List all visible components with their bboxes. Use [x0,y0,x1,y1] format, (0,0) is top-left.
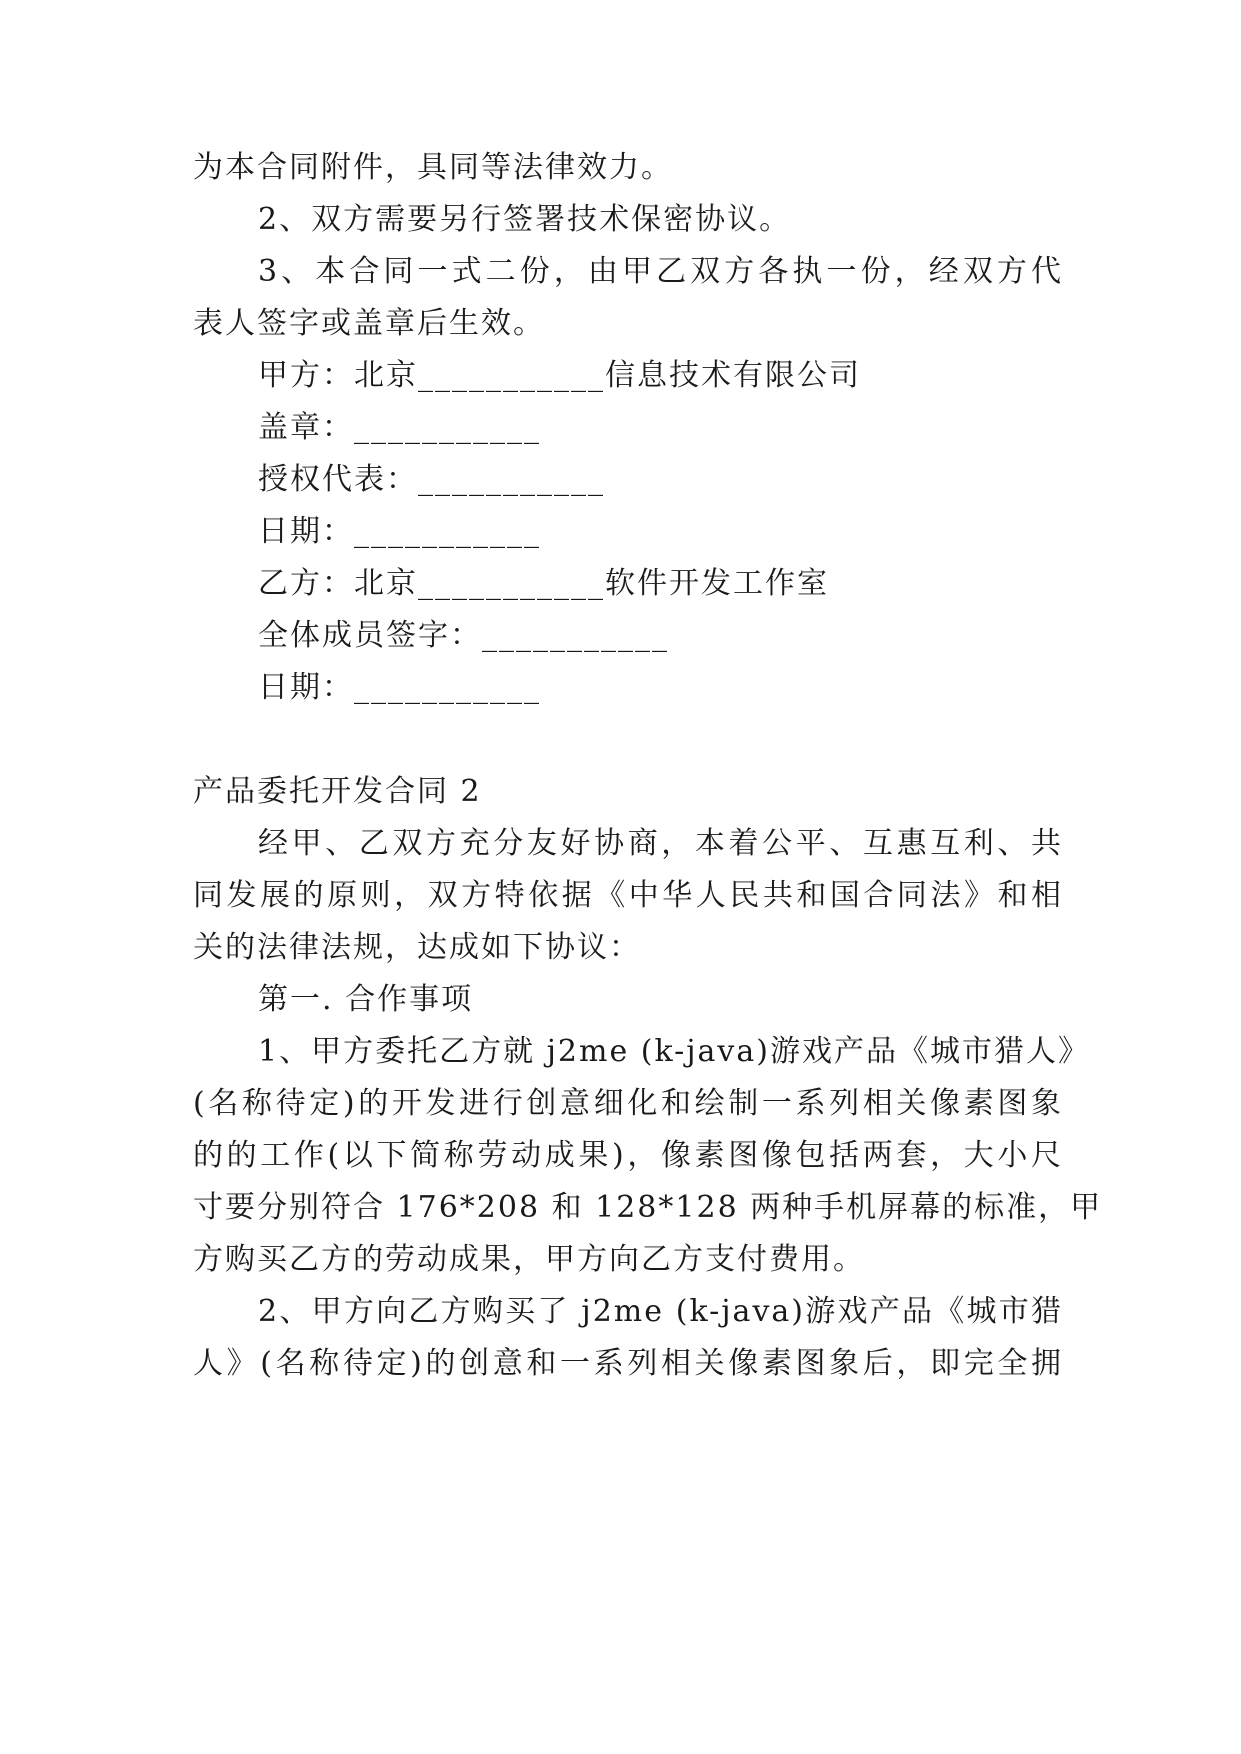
paragraph-line: 经甲、乙双方充分友好协商，本着公平、互惠互利、共 [258,826,1063,861]
paragraph-line: 1、甲方委托乙方就 j2me (k-java)游戏产品《城市猎人》 [258,1034,1090,1069]
paragraph-line: 的的工作(以下简称劳动成果)，像素图像包括两套，大小尺 [193,1138,1063,1173]
paragraph-line: 关的法律法规，达成如下协议： [193,930,641,965]
paragraph-line: 3、本合同一式二份，由甲乙双方各执一份，经双方代 [258,254,1063,289]
signature-line: 授权代表：___________ [258,462,605,497]
signature-line: 乙方：北京___________软件开发工作室 [258,566,829,601]
paragraph-line: 方购买乙方的劳动成果，甲方向乙方支付费用。 [193,1242,865,1277]
clause-heading: 第一. 合作事项 [258,982,474,1017]
paragraph-line: 表人签字或盖章后生效。 [193,306,545,341]
paragraph-line: 2、双方需要另行签署技术保密协议。 [258,202,792,237]
paragraph-line: 同发展的原则，双方特依据《中华人民共和国合同法》和相 [193,878,1063,913]
paragraph-line: 寸要分别符合 176*208 和 128*128 两种手机屏幕的标准，甲 [193,1190,1103,1225]
section-title: 产品委托开发合同 2 [193,774,482,809]
signature-line: 日期：___________ [258,670,541,705]
paragraph-line: 2、甲方向乙方购买了 j2me (k-java)游戏产品《城市猎 [258,1294,1063,1329]
signature-line: 日期：___________ [258,514,541,549]
signature-line: 全体成员签字：___________ [258,618,669,653]
paragraph-line: (名称待定)的开发进行创意细化和绘制一系列相关像素图象 [193,1086,1063,1121]
paragraph-line: 人》(名称待定)的创意和一系列相关像素图象后，即完全拥 [193,1346,1063,1381]
signature-line: 甲方：北京___________信息技术有限公司 [258,358,861,393]
paragraph-line: 为本合同附件，具同等法律效力。 [193,150,673,185]
signature-line: 盖章：___________ [258,410,541,445]
